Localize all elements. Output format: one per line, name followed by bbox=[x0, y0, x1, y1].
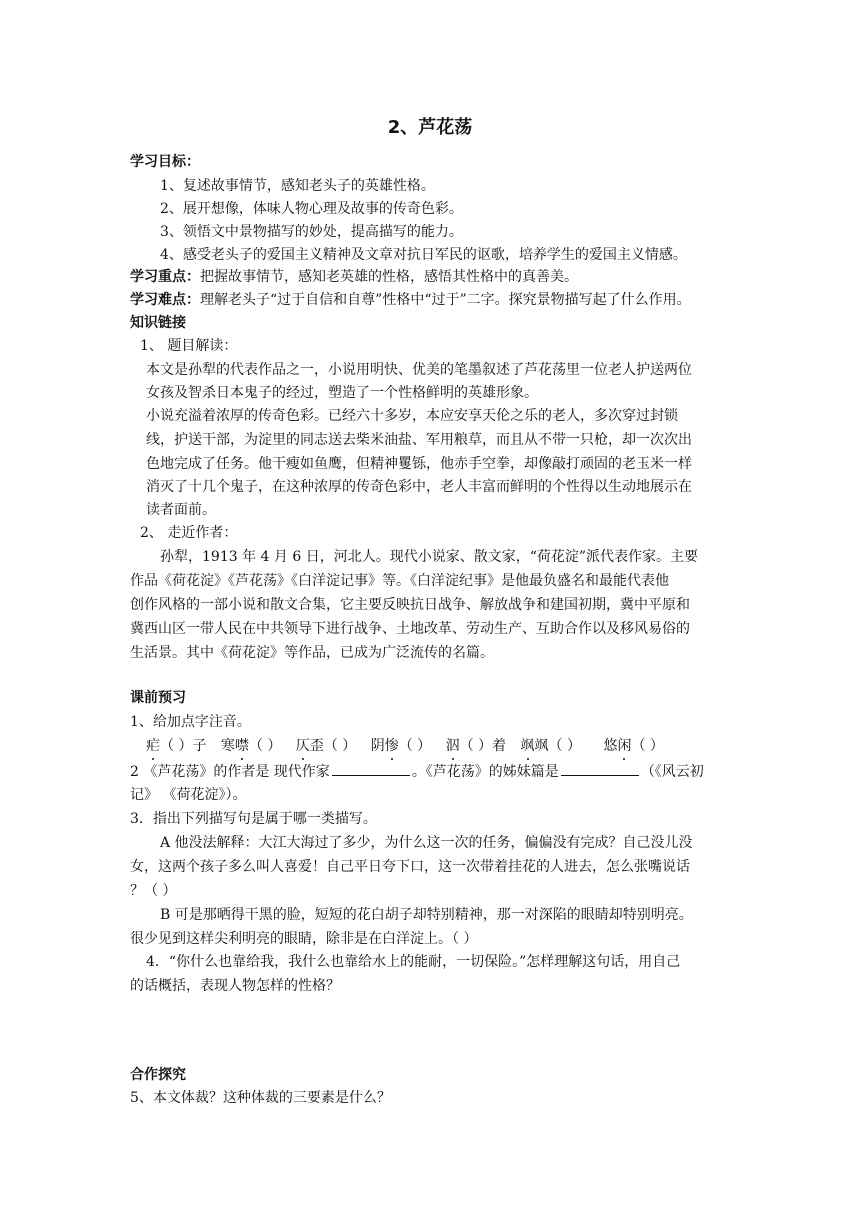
dotted-char: 仄 bbox=[295, 738, 310, 754]
cooperation-heading: 合作探究 bbox=[130, 1067, 186, 1083]
preview-q3a-line: ？（ ） bbox=[130, 883, 177, 899]
answer-blank[interactable] bbox=[332, 761, 410, 776]
knowledge-s1-line: 女孩及智杀日本鬼子的经过，塑造了一个性格鲜明的英雄形象。 bbox=[146, 385, 538, 401]
knowledge-s1-line: 消灭了十几个鬼子，在这种浓厚的传奇色彩中，老人丰富而鲜明的个性得以生动地展示在 bbox=[146, 479, 692, 495]
pinyin-item: 悠闲（ ） bbox=[603, 738, 664, 754]
pinyin-row bbox=[146, 736, 664, 756]
objectives-heading: 学习目标： bbox=[130, 154, 200, 170]
preview-heading: 课前预习 bbox=[130, 690, 186, 706]
pinyin-item: 疟（ ）子 bbox=[146, 738, 207, 754]
preview-q3b-line: B 可是那晒得干黑的脸，短短的花白胡子却特别精神，那一对深陷的眼睛却特别明亮。 bbox=[160, 907, 693, 923]
knowledge-s2-line: 孙犁，1913 年 4 月 6 日，河北人。现代小说家、散文家，“荷花淀”派代表作家。主要 bbox=[160, 549, 699, 565]
difficulty-label: 学习难点： bbox=[130, 292, 200, 308]
preview-q4-line: 的话概括，表现人物怎样的性格？ bbox=[130, 978, 340, 994]
dotted-char: 飒 bbox=[520, 738, 535, 754]
preview-q1: 1、给加点字注音。 bbox=[130, 714, 251, 730]
pinyin-item: 寒噤（ ） bbox=[220, 738, 282, 754]
knowledge-s1-line: 本文是孙犁的代表作品之一，小说用明快、优美的笔墨叙述了芦花荡里一位老人护送两位 bbox=[146, 362, 692, 378]
knowledge-s1-heading: 1、 题目解读： bbox=[140, 338, 238, 354]
dotted-char: 疟 bbox=[146, 738, 160, 754]
objective-item: 3、领悟文中景物描写的妙处，提高描写的能力。 bbox=[160, 224, 463, 240]
objective-item: 2、展开想像，体味人物心理及故事的传奇色彩。 bbox=[160, 201, 463, 217]
knowledge-s1-line: 线，护送干部，为淀里的同志送去柴米油盐、军用粮草，而且从不带一只枪，却一次次出 bbox=[146, 432, 692, 448]
knowledge-s2-line: 创作风格的一部小说和散文合集，它主要反映抗日战争、解放战争和建国初期，冀中平原和 bbox=[130, 597, 690, 613]
dotted-char: 闲 bbox=[617, 738, 632, 754]
dotted-char: 噤 bbox=[234, 738, 249, 754]
pinyin-item: 仄歪（ ） bbox=[295, 738, 357, 754]
answer-blank[interactable] bbox=[561, 761, 639, 776]
knowledge-s2-line: 生活景。其中《荷花淀》等作品，已成为广泛流传的名篇。 bbox=[130, 645, 494, 661]
dotted-char: 泅 bbox=[445, 738, 460, 754]
dotted-char: 惨 bbox=[384, 738, 399, 754]
key-point bbox=[130, 267, 578, 287]
preview-q3a-line: A 他没法解释：大江大海过了多少，为什么这一次的任务，偏偏没有完成？自己没儿没 bbox=[160, 835, 693, 851]
cooperation-q5: 5、本文体裁？这种体裁的三要素是什么？ bbox=[130, 1090, 391, 1106]
difficulty-text: 理解老头子“过于自信和自尊”性格中“过于”二字。探究景物描写起了什么作用。 bbox=[200, 292, 691, 308]
preview-q4-line: 4．“你什么也靠给我，我什么也靠给水上的能耐，一切保险。”怎样理解这句话，用自己 bbox=[146, 954, 681, 970]
preview-q2-line2: 记》 《荷花淀》）。 bbox=[130, 787, 247, 803]
knowledge-s2-line: 作品《荷花淀》《芦花荡》《白洋淀记事》等。《白洋淀纪事》是他最负盛名和最能代表他 bbox=[130, 573, 669, 589]
preview-q2: 2 《芦花荡》的作者是 现代作家 。《芦花荡》的姊妹篇是 （《风云初 bbox=[130, 761, 704, 782]
objective-item: 1、复述故事情节，感知老头子的英雄性格。 bbox=[160, 178, 435, 194]
knowledge-s1-line: 色地完成了任务。他干瘦如鱼鹰，但精神矍铄，他赤手空拳，却像敲打顽固的老玉米一样 bbox=[146, 456, 692, 472]
objective-item: 4、感受老头子的爱国主义精神及文章对抗日军民的讴歌，培养学生的爱国主义情感。 bbox=[160, 247, 687, 263]
pinyin-item: 飒飒（ ） bbox=[520, 738, 581, 754]
key-point-text: 把握故事情节，感知老英雄的性格，感悟其性格中的真善美。 bbox=[200, 269, 578, 285]
knowledge-s2-line: 冀西山区一带人民在中共领导下进行战争、土地改革、劳动生产、互助合作以及移风易俗的 bbox=[130, 621, 690, 637]
pinyin-item: 阴惨（ ） bbox=[370, 738, 432, 754]
difficulty bbox=[130, 290, 691, 310]
pinyin-item: 泅（ ）着 bbox=[445, 738, 507, 754]
key-point-label: 学习重点： bbox=[130, 269, 200, 285]
knowledge-s1-line: 读者面前。 bbox=[146, 502, 216, 518]
preview-q3: 3．指出下列描写句是属于哪一类描写。 bbox=[130, 811, 377, 827]
knowledge-s1-line: 小说充溢着浓厚的传奇色彩。已经六十多岁，本应安享天伦之乐的老人，多次穿过封锁 bbox=[146, 408, 678, 424]
preview-q3b-line: 很少见到这样尖利明亮的眼睛，除非是在白洋淀上。（ ） bbox=[130, 931, 478, 947]
knowledge-heading: 知识链接 bbox=[130, 315, 186, 331]
page-title: 2、芦花荡 bbox=[387, 117, 473, 138]
knowledge-s2-heading: 2、 走近作者： bbox=[140, 525, 238, 541]
preview-q3a-line: 女，这两个孩子多么叫人喜爱！自己平日夸下口，这一次带着挂花的人进去，怎么张嘴说话 bbox=[130, 859, 690, 875]
